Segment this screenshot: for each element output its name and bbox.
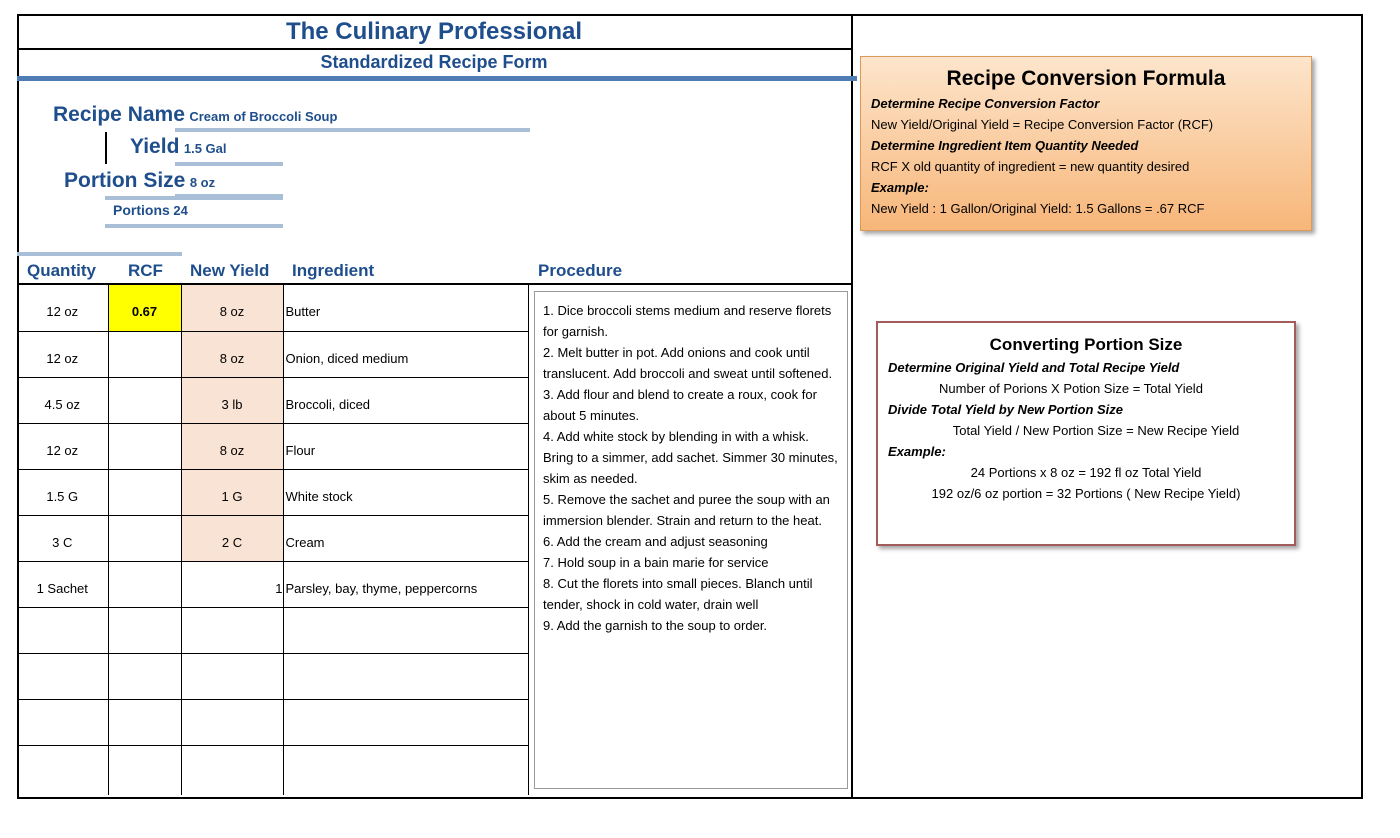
- empty-cell: [17, 699, 108, 745]
- yield-label: Yield: [130, 135, 180, 158]
- col-quantity: Quantity: [27, 261, 96, 280]
- new-yield-cell: 3 lb: [181, 377, 283, 423]
- ingredient-cell: Flour: [283, 423, 528, 469]
- empty-cell: [181, 699, 283, 745]
- ingredient-cell: Parsley, bay, thyme, peppercorns: [283, 561, 528, 607]
- portion-box-line: Divide Total Yield by New Portion Size: [888, 402, 1124, 417]
- conversion-line: Determine Recipe Conversion Factor: [871, 96, 1100, 111]
- procedure-step: 1. Dice broccoli stems medium and reserve florets for garnish.: [543, 303, 832, 339]
- new-yield-cell: 8 oz: [181, 423, 283, 469]
- rcf-cell: [108, 469, 181, 515]
- recipe-name-field: [53, 102, 337, 128]
- table-row-empty: [17, 745, 528, 795]
- conversion-title: Recipe Conversion Formula: [946, 67, 1226, 90]
- rcf-cell: [108, 423, 181, 469]
- portions-value: 24: [173, 203, 188, 218]
- portion-box-line: Determine Original Yield and Total Recipe Yield: [888, 360, 1180, 375]
- portion-size-field: [64, 168, 215, 194]
- conversion-line: New Yield : 1 Gallon/Original Yield: 1.5 Gallons = .67 RCF: [871, 201, 1205, 216]
- empty-cell: [283, 653, 528, 699]
- quantity-cell: 4.5 oz: [17, 377, 108, 423]
- ingredient-cell: Cream: [283, 515, 528, 561]
- empty-cell: [108, 699, 181, 745]
- table-row: [17, 285, 528, 331]
- portion-box-line: Number of Porions X Potion Size = Total Yield: [939, 381, 1203, 396]
- portion-box-line: Total Yield / New Portion Size = New Recipe Yield: [952, 423, 1240, 438]
- portions-label: Portions: [113, 202, 170, 218]
- table-row-empty: [17, 699, 528, 745]
- ingredient-table: [17, 285, 529, 795]
- conversion-line: Determine Ingredient Item Quantity Needed: [871, 138, 1139, 153]
- procedure-step: 3. Add flour and blend to create a roux, cook for about 5 minutes.: [543, 387, 817, 423]
- rcf-cell: 0.67: [108, 285, 181, 331]
- conversion-line: Example:: [871, 180, 929, 195]
- empty-cell: [181, 745, 283, 795]
- rcf-cell: [108, 377, 181, 423]
- quantity-cell: 12 oz: [17, 423, 108, 469]
- col-procedure: Procedure: [538, 261, 623, 280]
- yield-field: [130, 134, 227, 160]
- procedure-step: 5. Remove the sachet and puree the soup with an immersion blender. Strain and return to the heat.: [543, 492, 830, 528]
- recipe-name-label: Recipe Name: [53, 103, 185, 126]
- empty-cell: [17, 653, 108, 699]
- empty-cell: [108, 607, 181, 653]
- empty-cell: [181, 653, 283, 699]
- header-accent: [17, 252, 182, 256]
- procedure-step: 4. Add white stock by blending in with a whisk. Bring to a simmer, add sachet. Simmer 30 minutes, skim as needed.: [543, 429, 838, 486]
- yield-value: 1.5 Gal: [183, 141, 227, 156]
- procedure-box: [534, 291, 848, 789]
- yield-underline: [175, 162, 283, 166]
- col-new-yield: New Yield: [190, 261, 270, 280]
- conversion-line: New Yield/Original Yield = Recipe Conversion Factor (RCF): [871, 117, 1214, 132]
- ingredient-cell: White stock: [283, 469, 528, 515]
- form-subtitle: Standardized Recipe Form: [320, 52, 548, 72]
- new-yield-cell: 2 C: [181, 515, 283, 561]
- table-row: [17, 515, 528, 561]
- portion-box-line: 24 Portions x 8 oz = 192 fl oz Total Yield: [970, 465, 1202, 480]
- quantity-cell: 1.5 G: [17, 469, 108, 515]
- portion-size-label: Portion Size: [64, 169, 186, 192]
- procedure-step: 6. Add the cream and adjust seasoning: [543, 534, 768, 549]
- table-row: [17, 469, 528, 515]
- table-row-empty: [17, 653, 528, 699]
- column-divider: [851, 14, 853, 799]
- new-yield-cell: 8 oz: [181, 285, 283, 331]
- procedure-step: 2. Melt butter in pot. Add onions and cook until translucent. Add broccoli and sweat until softened.: [543, 345, 833, 381]
- ingredient-cell: Butter: [283, 285, 528, 331]
- portions-top-rule: [105, 196, 283, 200]
- portions-field: [113, 202, 188, 218]
- empty-cell: [17, 607, 108, 653]
- quantity-cell: 12 oz: [17, 285, 108, 331]
- rcf-cell: [108, 331, 181, 377]
- portion-size-box: [876, 321, 1296, 546]
- portion-box-line: 192 oz/6 oz portion = 32 Portions ( New Recipe Yield): [931, 486, 1241, 501]
- empty-cell: [108, 745, 181, 795]
- empty-cell: [181, 607, 283, 653]
- title-underline: [17, 76, 857, 81]
- ingredient-cell: Broccoli, diced: [283, 377, 528, 423]
- table-row: [17, 423, 528, 469]
- procedure-step: 9. Add the garnish to the soup to order.: [543, 618, 768, 633]
- portion-box-title: Converting Portion Size: [989, 335, 1183, 354]
- portions-underline: [105, 224, 283, 228]
- rcf-cell: [108, 561, 181, 607]
- portion-box-line: Example:: [888, 444, 946, 459]
- recipe-name-underline: [175, 128, 530, 132]
- ingredient-cell: Onion, diced medium: [283, 331, 528, 377]
- portion-size-value: 8 oz: [189, 175, 216, 190]
- rcf-cell: [108, 515, 181, 561]
- empty-cell: [17, 745, 108, 795]
- new-yield-cell: 8 oz: [181, 331, 283, 377]
- procedure-step: 7. Hold soup in a bain marie for service: [543, 555, 769, 570]
- col-rcf: RCF: [128, 261, 163, 280]
- new-yield-cell: 1: [181, 561, 283, 607]
- table-row: [17, 377, 528, 423]
- procedure-step: 8. Cut the florets into small pieces. Blanch until tender, shock in cold water, drain well: [543, 576, 813, 612]
- new-yield-cell: 1 G: [181, 469, 283, 515]
- title-row: [17, 16, 851, 50]
- table-row-empty: [17, 607, 528, 653]
- recipe-name-value: Cream of Broccoli Soup: [189, 109, 338, 124]
- quantity-cell: 12 oz: [17, 331, 108, 377]
- quantity-cell: 3 C: [17, 515, 108, 561]
- empty-cell: [283, 607, 528, 653]
- conversion-line: RCF X old quantity of ingredient = new quantity desired: [871, 159, 1190, 174]
- empty-cell: [283, 745, 528, 795]
- conversion-formula-box: [860, 56, 1312, 231]
- col-ingredient: Ingredient: [292, 261, 375, 280]
- table-row: [17, 331, 528, 377]
- quantity-cell: 1 Sachet: [17, 561, 108, 607]
- yield-marker: [105, 132, 107, 164]
- empty-cell: [283, 699, 528, 745]
- table-row: [17, 561, 528, 607]
- empty-cell: [108, 653, 181, 699]
- form-title: The Culinary Professional: [285, 18, 583, 45]
